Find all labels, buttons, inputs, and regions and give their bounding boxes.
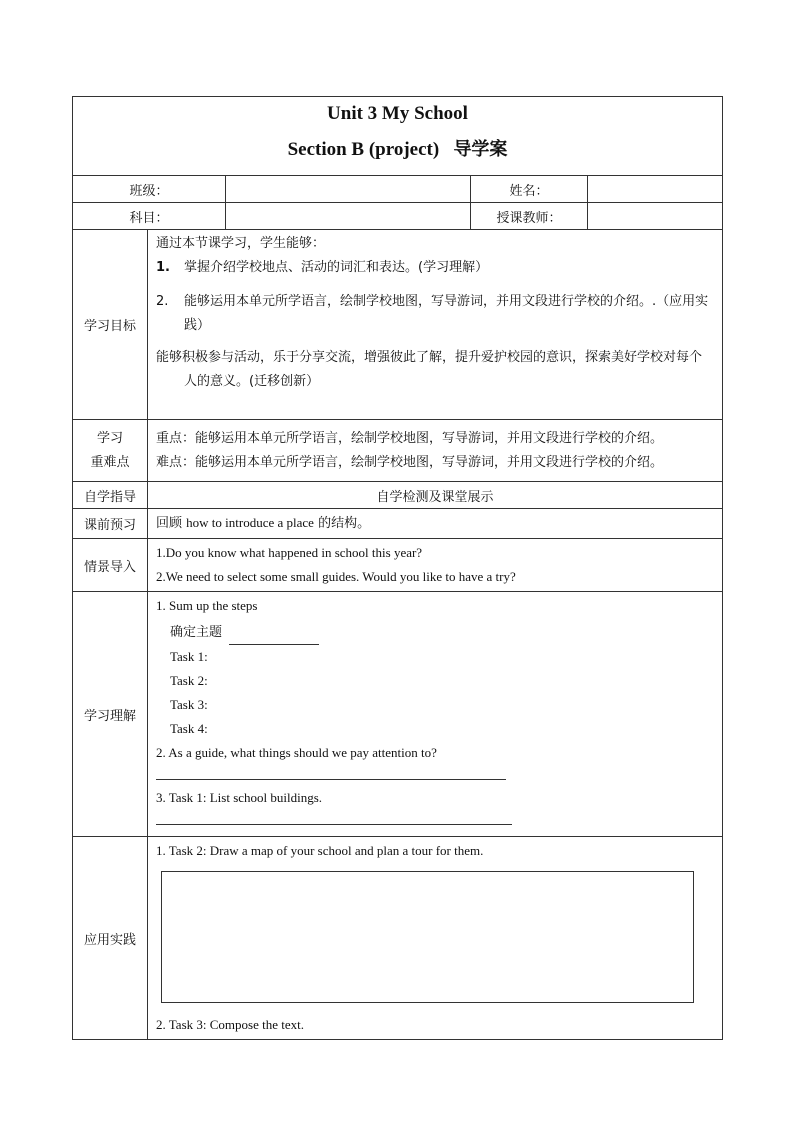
objective-item-3: 能够积极参与活动，乐于分享交流，增强彼此了解，提升爱护校园的意识，探索美好学校对每个人的意义。(迁移创新） — [156, 350, 703, 389]
title-cell — [73, 97, 723, 176]
class-field[interactable] — [226, 176, 471, 203]
task-4-line: Task 4: — [170, 721, 208, 736]
topic-line: 确定主题 — [156, 620, 714, 645]
objective-item-2: 2. 能够运用本单元所学语言，绘制学校地图，写导游词，并用文段进行学校的介绍。.（应用实践） — [156, 294, 709, 333]
difficult-point: 难点：能够运用本单元所学语言，绘制学校地图，写导游词，并用文段进行学校的介绍。 — [156, 454, 664, 470]
practice-label: 应用实践 — [73, 837, 148, 1040]
practice-content — [148, 837, 723, 1040]
topic-blank[interactable] — [229, 628, 319, 645]
list-buildings-task: 3. Task 1: List school buildings. — [156, 790, 323, 805]
page-subtitle — [73, 137, 722, 163]
answer-line-2[interactable] — [156, 810, 512, 825]
subject-label: 科目： — [73, 203, 226, 230]
subject-field[interactable] — [226, 203, 471, 230]
guide-label: 自学指导 — [73, 482, 148, 509]
worksheet-table — [72, 96, 723, 1040]
teacher-label: 授课教师： — [471, 203, 588, 230]
map-drawing-box[interactable] — [161, 871, 694, 1003]
objective-item-1: 1. 掌握介绍学校地点、活动的词汇和表达。(学习理解） — [156, 260, 489, 275]
preview-content: 回顾 how to introduce a place 的结构。 — [148, 509, 723, 539]
answer-line-1[interactable] — [156, 765, 506, 780]
understanding-content — [148, 592, 723, 837]
step-sum-up: 1. Sum up the steps — [156, 598, 258, 613]
key-points-label: 学习 重难点 — [73, 420, 148, 482]
understanding-label: 学习理解 — [73, 592, 148, 837]
guide-content: 自学检测及课堂展示 — [148, 482, 723, 509]
objectives-label: 学习目标 — [73, 230, 148, 420]
intro-label: 情景导入 — [73, 539, 148, 592]
teacher-field[interactable] — [588, 203, 723, 230]
task-3-line: Task 3: — [170, 697, 208, 712]
key-point: 重点：能够运用本单元所学语言，绘制学校地图，写导游词，并用文段进行学校的介绍。 — [156, 430, 664, 446]
compose-text-task: 2. Task 3: Compose the text. — [156, 1017, 304, 1032]
name-field[interactable] — [588, 176, 723, 203]
key-points-content — [148, 420, 723, 482]
intro-question-2: 2.We need to select some small guides. Would you like to have a try? — [156, 569, 516, 584]
page-title: Unit 3 My School — [327, 103, 468, 124]
preview-label: 课前预习 — [73, 509, 148, 539]
subtitle-cn: 导学案 — [453, 139, 508, 160]
draw-map-task: 1. Task 2: Draw a map of your school and plan a tour for them. — [156, 843, 484, 858]
name-label: 姓名： — [471, 176, 588, 203]
objectives-intro: 通过本节课学习，学生能够： — [156, 236, 326, 251]
task-1-line: Task 1: — [170, 649, 208, 664]
intro-content — [148, 539, 723, 592]
class-label: 班级： — [73, 176, 226, 203]
intro-question-1: 1.Do you know what happened in school this year? — [156, 545, 423, 560]
guide-question: 2. As a guide, what things should we pay attention to? — [156, 745, 437, 760]
task-2-line: Task 2: — [170, 673, 208, 688]
objectives-content — [148, 230, 723, 420]
subtitle-en: Section B (project) — [287, 139, 440, 160]
